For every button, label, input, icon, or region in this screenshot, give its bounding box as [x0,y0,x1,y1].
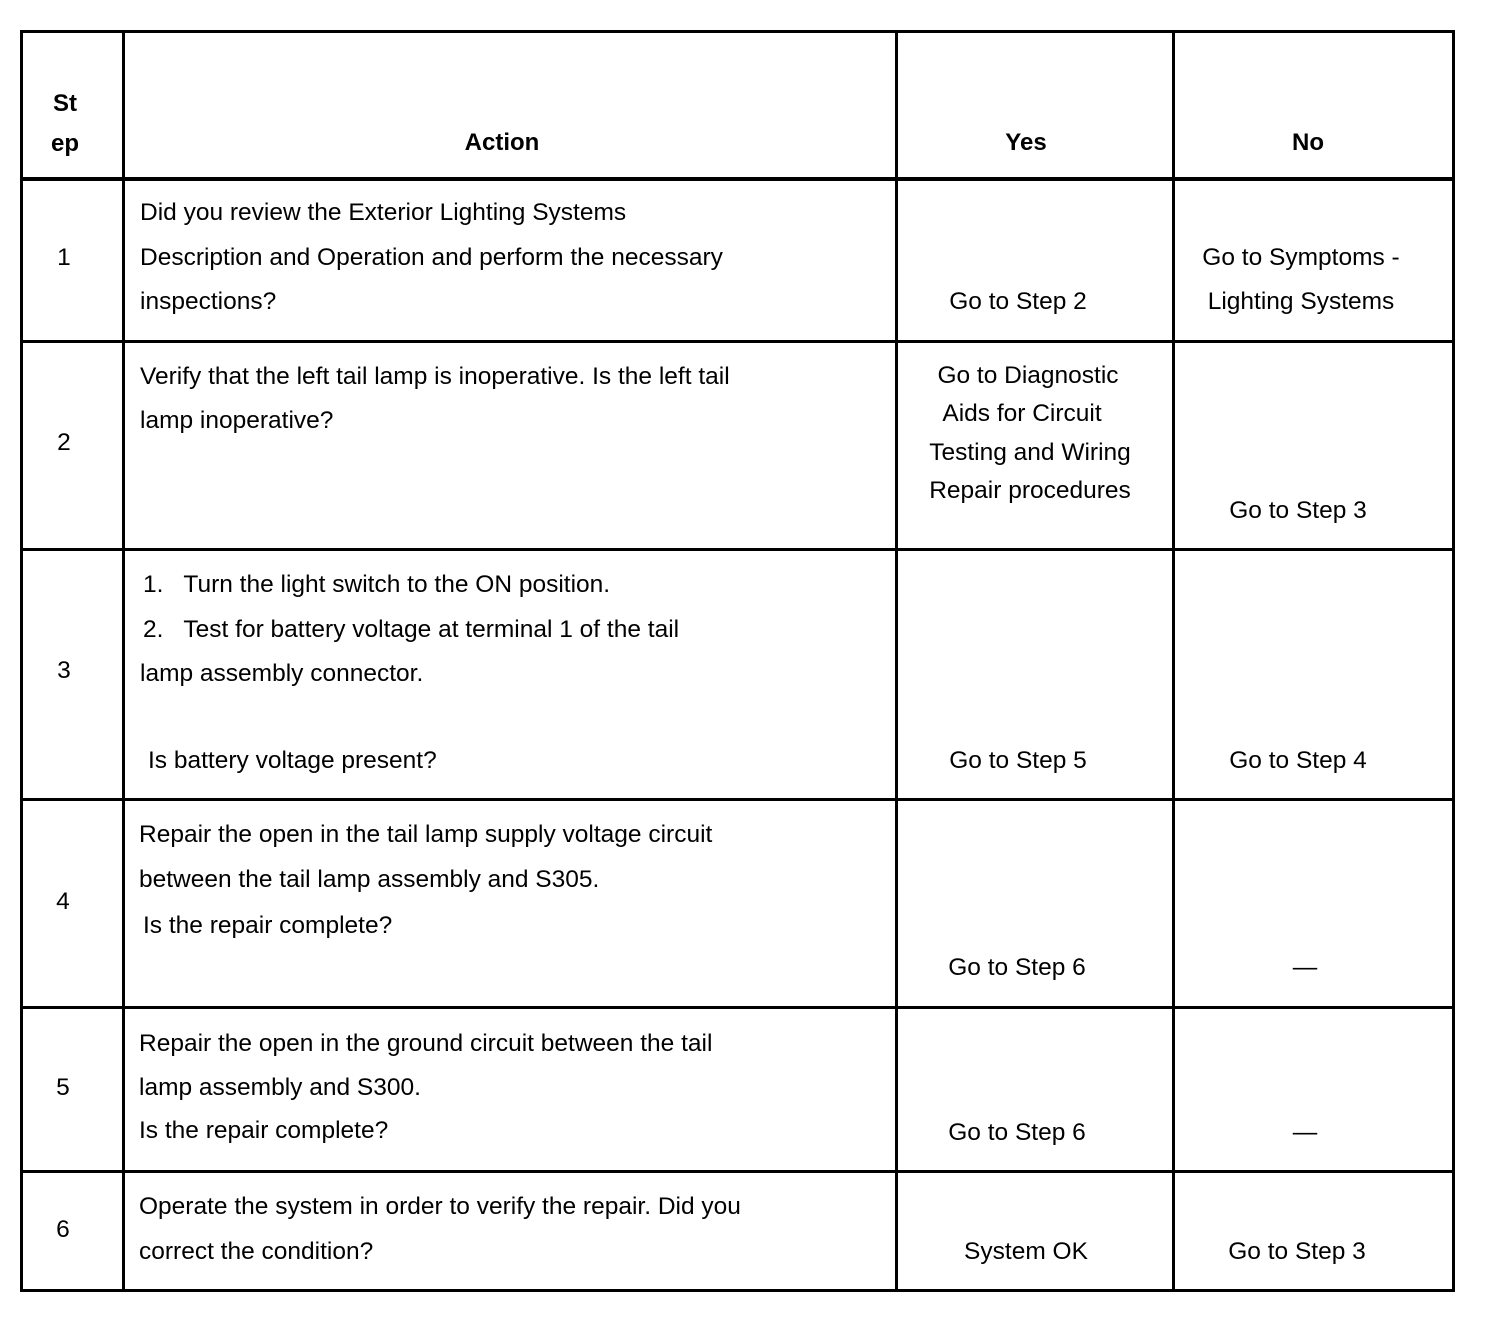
row-divider [23,1170,1452,1173]
action-line: between the tail lamp assembly and S305. [139,866,600,893]
yes-result-line: Repair procedures [929,477,1131,504]
step-number: 6 [56,1216,70,1243]
yes-result: System OK [964,1238,1088,1265]
action-list-item: 2. Test for battery voltage at terminal 1 of the tail [143,616,680,643]
header-divider [23,177,1452,181]
action-line: lamp assembly and S300. [139,1074,421,1101]
no-result: Go to Step 4 [1229,747,1367,774]
action-line: Verify that the left tail lamp is inoperative. Is the left tail [140,363,730,390]
action-question: Is the repair complete? [143,912,393,939]
step-number: 1 [57,244,71,271]
no-result-line: Lighting Systems [1207,288,1395,315]
action-line: correct the condition? [139,1238,374,1265]
header-no: No [1292,129,1324,156]
action-line: Did you review the Exterior Lighting Systems [140,199,627,226]
no-result-line: Go to Symptoms - [1202,244,1400,271]
row-divider [23,340,1452,343]
yes-result-line: Go to Diagnostic [937,362,1119,389]
step-number: 4 [56,888,70,915]
header-yes: Yes [1005,129,1047,156]
action-line: lamp assembly connector. [140,660,424,687]
step-number: 2 [57,429,71,456]
yes-result: Go to Step 6 [948,1119,1086,1146]
action-question: Is battery voltage present? [148,747,437,774]
yes-result: Go to Step 6 [948,954,1086,981]
yes-result: Go to Step 2 [949,288,1087,315]
action-line: Repair the open in the ground circuit between the tail [139,1030,713,1057]
column-divider [1172,33,1175,1289]
action-line: lamp inoperative? [140,407,334,434]
header-step: St ep [50,90,80,157]
row-divider [23,1006,1452,1009]
no-result: Go to Step 3 [1229,497,1367,524]
step-number: 3 [57,657,71,684]
row-divider [23,548,1452,551]
row-divider [23,798,1452,801]
action-list-item: 1. Turn the light switch to the ON position. [143,571,611,598]
header-action: Action [464,129,540,156]
action-line: Description and Operation and perform the necessary [140,244,723,271]
action-line: inspections? [140,288,277,315]
no-result: — [1292,1119,1318,1146]
step-number: 5 [56,1074,70,1101]
no-result: Go to Step 3 [1228,1238,1366,1265]
action-line: Repair the open in the tail lamp supply voltage circuit [139,821,713,848]
yes-result-line: Testing and Wiring [929,439,1131,466]
action-line: Operate the system in order to verify the repair. Did you [139,1193,741,1220]
action-question: Is the repair complete? [139,1117,389,1144]
column-divider [122,33,125,1289]
column-divider [895,33,898,1289]
no-result: — [1292,954,1318,981]
yes-result-line: Aids for Circuit [942,400,1102,427]
yes-result: Go to Step 5 [949,747,1087,774]
